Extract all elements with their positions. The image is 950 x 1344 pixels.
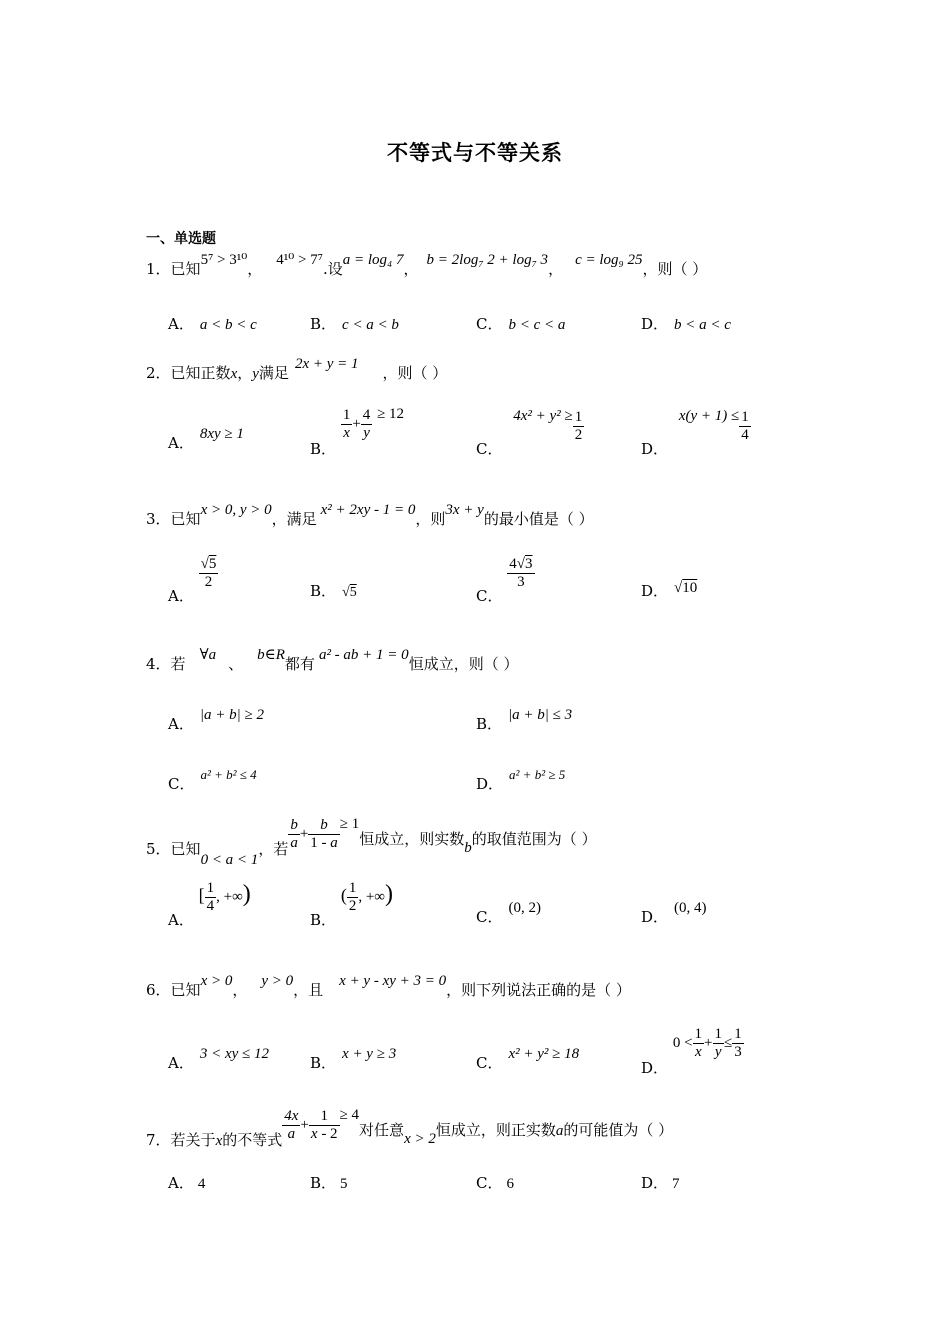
option-4b[interactable] (476, 707, 573, 734)
option-label: A． (168, 1174, 194, 1192)
math-var: x (230, 366, 238, 382)
math-expr: ≥ 4 (339, 1107, 360, 1123)
fraction-1-over-2: $\frac{1}{2}$ (574, 409, 583, 443)
option-text: 6 (506, 1176, 514, 1192)
question-text: ，满足 (271, 510, 317, 528)
option-5c[interactable] (476, 900, 541, 927)
question-text: 对任意 (359, 1121, 405, 1139)
fraction-1-over-x: $\frac{1}{x}$ (694, 1026, 703, 1060)
option-label: D． (641, 582, 669, 600)
math-expr: 2x + y = 1 (294, 356, 359, 372)
option-4c[interactable] (168, 767, 257, 794)
option-text: |a + b| ≥ 2 (199, 707, 264, 723)
question-number: 3． (146, 510, 171, 528)
question-text: 的最小值是（ ） (483, 510, 594, 528)
option-1b[interactable] (310, 313, 399, 334)
option-label: C． (476, 587, 503, 605)
page-title: 不等式与不等关系 (387, 141, 563, 165)
option-label: D． (641, 1174, 669, 1192)
option-label: B． (310, 315, 337, 333)
option-label: B． (310, 1174, 337, 1192)
option-7b[interactable] (310, 1172, 348, 1193)
math-expr: b∈R (257, 647, 285, 663)
option-label: B． (310, 911, 337, 929)
math-expr: x + y - xy + 3 = 0 (339, 973, 447, 989)
option-text: a < b < c (199, 317, 257, 333)
question-number: 1． (146, 260, 171, 278)
option-text: 5 (340, 1176, 348, 1192)
question-number: 2． (146, 364, 171, 382)
question-2 (146, 356, 448, 383)
question-7: 7．若关于x的不等式 $\frac{4x}{a}$ + $\frac{1}{x - 2}$ ≥ 4对任意x > 2恒成立，则正实数a的可能值为（ ） (146, 1107, 674, 1149)
math-var: a (555, 1123, 564, 1139)
option-text: 8xy ≥ 1 (199, 426, 244, 442)
option-2b[interactable]: B． $\frac{1}{x}$ + $\frac{4}{y}$ ≥ 12 (310, 406, 405, 458)
question-text: .设 (322, 260, 343, 278)
option-label: A． (168, 715, 194, 733)
option-7c[interactable] (476, 1172, 514, 1193)
fraction-4sqrt3-over-3: $\frac{4√3}{3}$ (509, 556, 533, 590)
question-number: 4． (146, 655, 171, 673)
question-6 (146, 973, 631, 1000)
option-text: c < a < b (342, 317, 399, 333)
option-text: x + y ≥ 3 (342, 1046, 397, 1062)
question-text: 已知 (170, 510, 201, 528)
question-number: 6． (146, 981, 171, 999)
question-text: ，则下列说法正确的是（ ） (446, 981, 631, 999)
option-label: D． (641, 440, 669, 458)
option-label: D． (641, 1059, 669, 1077)
option-label: A． (168, 1054, 194, 1072)
math-expr: a = log₄ 7 (342, 252, 404, 268)
math-expr: 4¹⁰ > 7⁷ (276, 252, 323, 268)
math-expr: x > 0 (200, 973, 233, 989)
fraction-4-over-y: $\frac{4}{y}$ (362, 407, 371, 441)
option-7a[interactable] (168, 1172, 205, 1193)
option-label: D． (476, 775, 504, 793)
question-text: ，则 (415, 510, 446, 528)
punct: ， (548, 260, 564, 278)
option-3d[interactable]: D． √10 (641, 580, 698, 600)
question-4 (146, 647, 519, 674)
option-text: 4 (197, 1176, 206, 1192)
math-expr: x > 0, y > 0 (200, 502, 272, 518)
fraction-1-over-4: $\frac{1}{4}$ (741, 409, 749, 443)
question-number: 7． (146, 1131, 171, 1149)
question-text: ，则（ ） (642, 260, 708, 278)
math-expr: 3x + y (445, 502, 484, 518)
fraction-b-over-a: $\frac{b}{a}$ (290, 817, 298, 851)
fraction-sqrt5-over-2: $\frac{√5}{2}$ (200, 556, 217, 590)
question-text: 都有 (284, 655, 315, 673)
option-label: A． (168, 911, 194, 929)
question-text: 已知 (170, 260, 201, 278)
option-2c[interactable] (476, 408, 584, 458)
fraction-1-over-3: $\frac{1}{3}$ (734, 1026, 742, 1060)
question-text: ，则（ ） (382, 364, 448, 382)
fraction-1-over-y: $\frac{1}{y}$ (714, 1026, 722, 1060)
math-var: y (252, 366, 259, 382)
option-5a[interactable]: A． [ $\frac{1}{4}$ , +∞) (168, 880, 251, 929)
option-text: x² + y² ≥ 18 (508, 1046, 580, 1062)
option-text: |a + b| ≤ 3 (508, 707, 573, 723)
option-7d[interactable] (641, 1172, 680, 1193)
option-3c[interactable] (476, 556, 535, 605)
option-label: C． (476, 440, 503, 458)
question-text: 已知正数 (170, 364, 231, 382)
option-6b[interactable] (310, 1046, 397, 1073)
option-label: B． (310, 440, 337, 458)
option-text: 7 (672, 1176, 680, 1192)
fraction-b-over-1-minus-a: $\frac{b}{1 - a}$ (310, 817, 338, 851)
math-expr: x > 2 (404, 1131, 436, 1147)
option-label: B． (310, 1054, 337, 1072)
option-text: a² + b² ≥ 5 (509, 767, 566, 782)
question-text: ，若 (258, 840, 289, 858)
option-text: (0, 2) (508, 900, 541, 916)
question-text: 恒成立，则正实数 (435, 1121, 556, 1139)
option-text: b < c < a (508, 317, 566, 333)
fraction-1-over-x: $\frac{1}{x}$ (342, 407, 351, 441)
option-text: x(y + 1) ≤ (678, 408, 740, 424)
math-var: b (464, 840, 472, 856)
option-6d[interactable]: D． 0 < $\frac{1}{x}$ + $\frac{1}{y}$ ≤ $\frac{1}{3}$ (641, 1026, 742, 1077)
question-text: ，且 (293, 981, 324, 999)
question-text: 已知 (170, 840, 201, 858)
option-label: C． (476, 908, 503, 926)
punct: ， (403, 260, 419, 278)
question-number: 5． (146, 840, 171, 858)
question-text: 满足 (258, 364, 289, 382)
fraction-4x-over-a: $\frac{4x}{a}$ (284, 1108, 299, 1142)
question-text: 的取值范围为（ ） (471, 830, 597, 848)
math-expr: x² + 2xy - 1 = 0 (320, 502, 416, 518)
math-expr: c = log₉ 25 (575, 252, 643, 268)
option-label: D． (641, 908, 669, 926)
math-expr: b = 2log₇ 2 + log₇ 3 (426, 252, 549, 268)
option-5b[interactable]: B． ( $\frac{1}{2}$ , +∞) (310, 880, 393, 929)
question-text: 恒成立，则实数 (359, 830, 465, 848)
option-text: 3 < xy ≤ 12 (199, 1046, 270, 1062)
option-label: B． (476, 715, 503, 733)
option-text: ≥ 12 (377, 406, 405, 422)
option-text: 4x² + y² ≥ (513, 408, 573, 424)
question-1 (146, 252, 708, 279)
section-heading: 一、单选题 (146, 231, 216, 247)
option-text: (0, 4) (674, 900, 707, 916)
option-label: A． (168, 587, 194, 605)
question-text: 若 (170, 655, 186, 673)
option-label: A． (168, 434, 194, 452)
math-expr: 0 < a < 1 (200, 852, 259, 868)
option-text: a² + b² ≤ 4 (200, 767, 257, 782)
option-1a[interactable] (168, 313, 257, 334)
math-expr: ∀a (199, 647, 217, 663)
math-var: x (215, 1133, 223, 1149)
math-expr: 5⁷ > 3¹⁰ (200, 252, 248, 268)
option-2a[interactable] (168, 426, 244, 453)
fraction-1-over-4: $\frac{1}{4}$ (206, 880, 215, 914)
option-label: C． (476, 1054, 503, 1072)
option-1d[interactable] (641, 313, 731, 334)
question-5: 5．已知0 < a < 1，若 $\frac{b}{a}$ + $\frac{b}{1 - a}$ ≥ 1恒成立，则实数b的取值范围为（ ） (146, 816, 597, 868)
option-text: b < a < c (674, 317, 731, 333)
math-expr: ≥ 1 (339, 816, 360, 832)
option-1c[interactable] (476, 313, 565, 334)
question-text: 已知 (170, 981, 201, 999)
option-label: D． (641, 315, 669, 333)
question-text: 恒成立，则（ ） (408, 655, 519, 673)
punct: ， (247, 260, 263, 278)
option-label: C． (476, 315, 503, 333)
option-label: B． (310, 582, 337, 600)
math-expr: a² - ab + 1 = 0 (318, 647, 409, 663)
punct: 、 (228, 655, 244, 673)
option-3a[interactable] (168, 556, 218, 605)
option-5d[interactable] (641, 900, 707, 927)
question-text: 的可能值为（ ） (563, 1121, 674, 1139)
question-3 (146, 502, 594, 529)
option-label: A． (168, 315, 194, 333)
option-2d[interactable] (641, 408, 751, 458)
option-3b[interactable]: B． √5 (310, 582, 357, 600)
punct: ， (237, 364, 253, 382)
option-6a[interactable] (168, 1046, 270, 1073)
question-text: 的不等式 (222, 1131, 283, 1149)
option-6c[interactable] (476, 1046, 580, 1073)
option-label: C． (476, 1174, 503, 1192)
fraction-1-over-2: $\frac{1}{2}$ (348, 880, 357, 914)
option-label: C． (168, 775, 195, 793)
math-expr: y > 0 (261, 973, 294, 989)
punct: ， (232, 981, 248, 999)
fraction-1-over-x-minus-2: $\frac{1}{x - 2}$ (310, 1108, 338, 1142)
question-text: 若关于 (170, 1131, 216, 1149)
option-4a[interactable] (168, 707, 264, 734)
option-4d[interactable] (476, 767, 566, 794)
